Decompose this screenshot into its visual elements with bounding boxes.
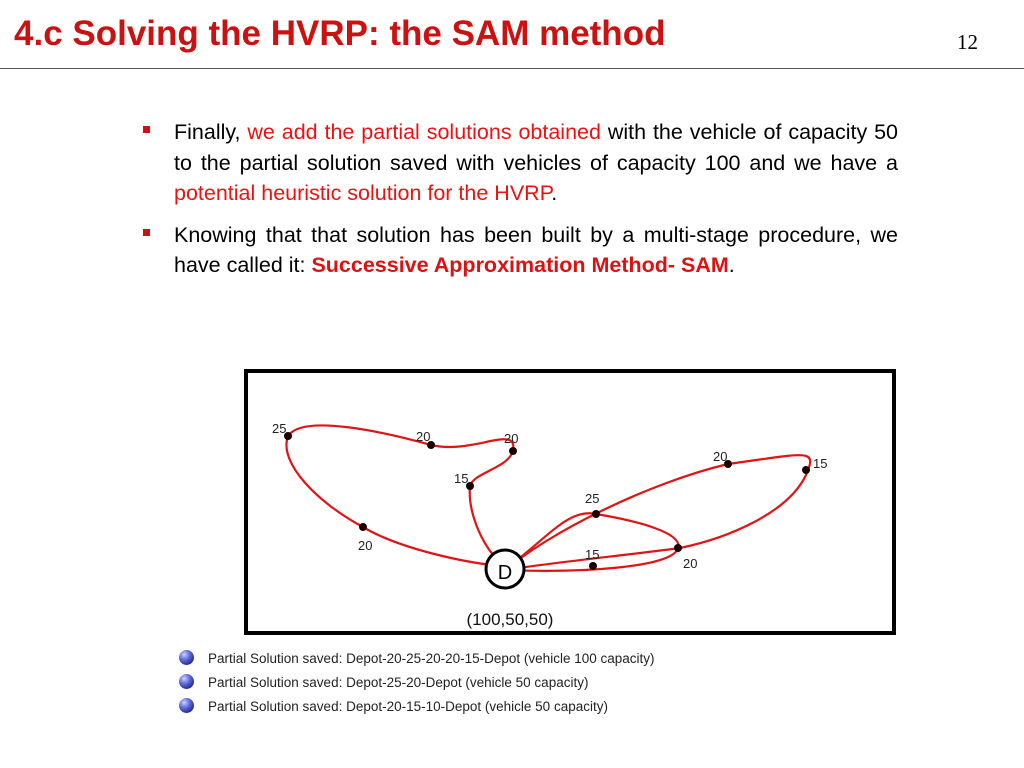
- node-label: 15: [813, 456, 828, 471]
- legend-list: [178, 647, 655, 719]
- legend-item: [178, 695, 655, 719]
- node-label: 15: [585, 547, 600, 562]
- bullet-list: [140, 117, 898, 292]
- route-diagram: [244, 369, 896, 635]
- blue-ball-bullet-icon: [179, 650, 194, 665]
- node-labels: [272, 421, 827, 571]
- route-path-vehicle-50-b: [506, 455, 810, 570]
- title-divider: [0, 68, 1024, 69]
- node-dot: [509, 447, 517, 455]
- route-path-vehicle-100: [286, 425, 513, 568]
- route-path-vehicle-50-a: [504, 513, 678, 571]
- bullet-text: .: [551, 181, 558, 205]
- square-bullet-icon: [143, 126, 150, 133]
- blue-ball-bullet-icon: [179, 698, 194, 713]
- node-dot: [592, 510, 600, 518]
- square-bullet-icon: [143, 229, 150, 236]
- blue-ball-bullet-icon: [179, 674, 194, 689]
- node-label: 20: [358, 538, 373, 553]
- node-label: 15: [454, 471, 469, 486]
- bullet-text: with the vehicle of capacity 50 to the partial solution saved with vehicles of capacity 100 and we have a: [174, 120, 898, 175]
- node-dot: [674, 544, 682, 552]
- node-label: 25: [272, 421, 287, 436]
- node-label: 25: [585, 491, 600, 506]
- legend-item: [178, 671, 655, 695]
- highlight-text: potential heuristic solution for the HVRP: [174, 181, 552, 205]
- node-label: 20: [416, 429, 431, 444]
- depot-label: D: [497, 562, 513, 584]
- node-label: 20: [504, 431, 519, 446]
- vehicle-capacity-label: (100,50,50): [466, 610, 554, 629]
- method-name-text: Successive Approximation Method- SAM: [311, 253, 729, 277]
- route-diagram-svg: [248, 373, 892, 631]
- bullet-item: [140, 117, 898, 209]
- node-dot: [359, 523, 367, 531]
- page-number: 12: [957, 30, 978, 54]
- bullet-text: Knowing that that solution has been built by a multi-stage procedure, we have called it:: [174, 222, 898, 277]
- bullet-item: [140, 220, 898, 281]
- node-dot: [589, 562, 597, 570]
- highlight-text: we add the partial solutions obtained: [247, 120, 601, 144]
- node-label: 20: [713, 449, 728, 464]
- slide-title: 4.c Solving the HVRP: the SAM method: [14, 14, 666, 53]
- legend-text: Partial Solution saved: Depot-25-20-Depot (vehicle 50 capacity): [208, 675, 589, 690]
- bullet-text: Finally,: [174, 120, 248, 144]
- legend-text: Partial Solution saved: Depot-20-25-20-20-15-Depot (vehicle 100 capacity): [208, 651, 655, 666]
- node-dot: [802, 466, 810, 474]
- legend-text: Partial Solution saved: Depot-20-15-10-Depot (vehicle 50 capacity): [208, 699, 608, 714]
- bullet-text: .: [728, 253, 735, 277]
- node-label: 20: [683, 556, 698, 571]
- legend-item: [178, 647, 655, 671]
